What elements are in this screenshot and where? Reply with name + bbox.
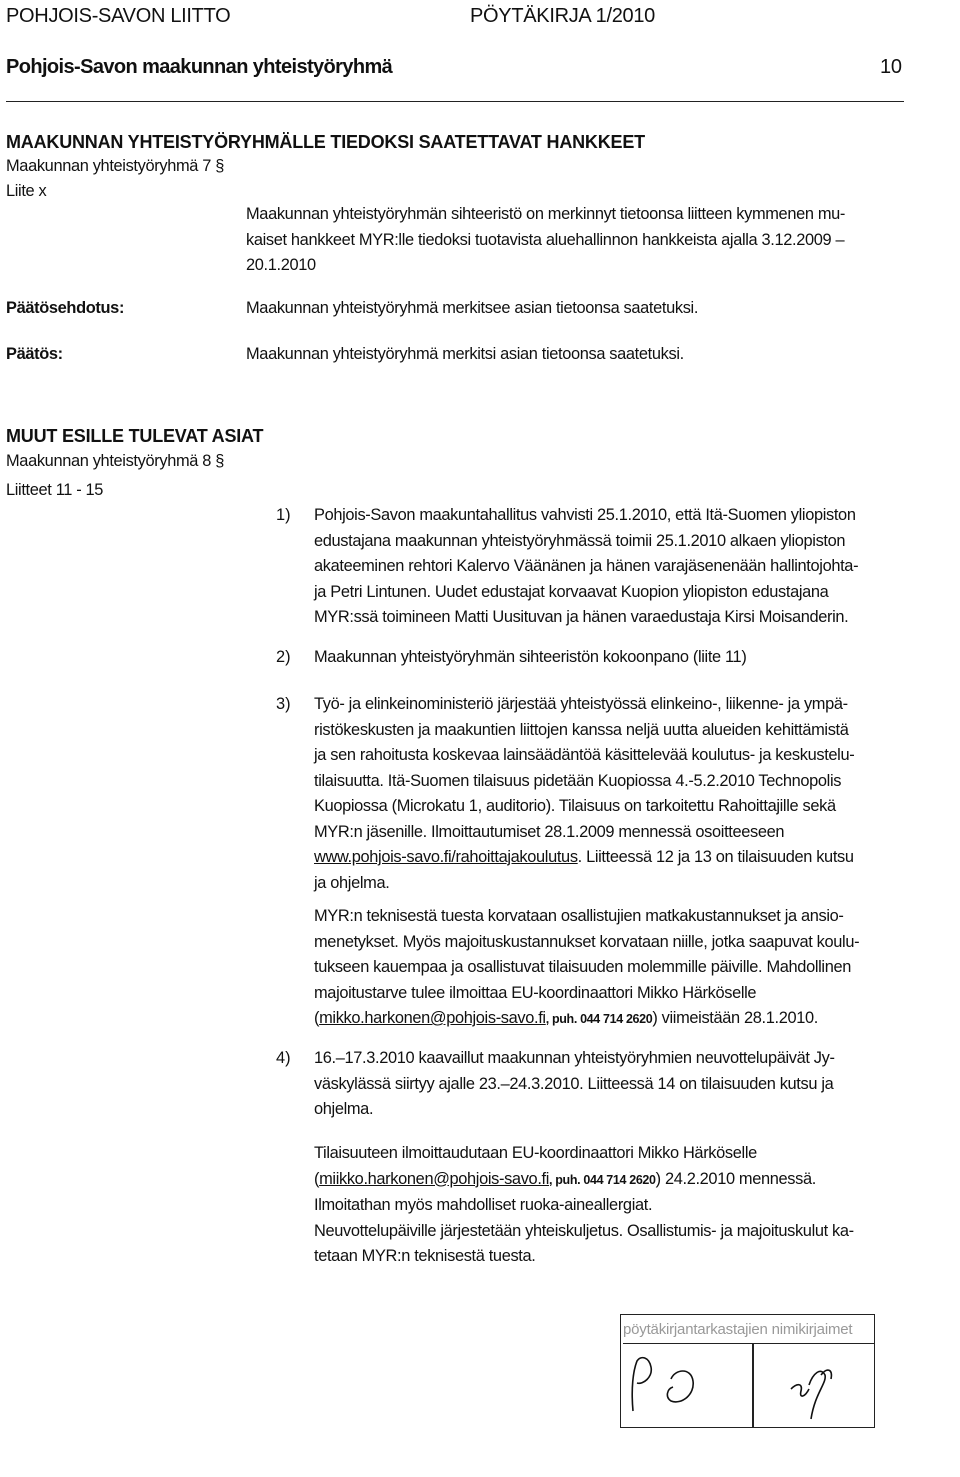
item-line: ristökeskusten ja maakuntien liittojen kanssa neljä uutta alueiden kehittämistä [314,720,849,739]
body-name: Pohjois-Savon maakunnan yhteistyöryhmä [6,56,393,78]
item-line: 16.–17.3.2010 kaavaillut maakunnan yhteistyöryhmien neuvottelupäivät Jy- [314,1049,835,1067]
section1-title: MAAKUNNAN YHTEISTYÖRYHMÄLLE TIEDOKSI SAATETTAVAT HANKKEET [6,132,645,152]
item-line [314,1006,859,1033]
item-number: 4) [276,1049,291,1067]
paren-open: ( [314,1009,320,1027]
item-line: tetaan MYR:n teknisestä tuesta. [314,1247,536,1265]
item-line: edustajana maakunnan yhteistyöryhmässä toimii 25.1.2010 alkaen yliopiston [314,531,846,550]
item-line [314,845,854,871]
item-2-text [314,645,746,671]
deadline-text: ) viimeistään 28.1.2010. [652,1009,818,1027]
document-title: PÖYTÄKIRJA 1/2010 [470,5,655,27]
item-line: MYR:n teknisestä tuesta korvataan osallistujien matkakustannukset ja ansio- [314,907,844,925]
item-1-text [314,503,858,631]
item-line: ja ohjelma. [314,873,390,892]
item-4-registration [314,1141,854,1270]
item-4-text [314,1046,835,1123]
phone-text: , puh. 044 714 2620 [545,1012,653,1026]
item-line: majoitustarve tulee ilmoittaa EU-koordinaattori Mikko Härköselle [314,983,757,1002]
header-rule [6,101,904,102]
section1-ref: Maakunnan yhteistyöryhmä 7 § [6,157,224,175]
item-line: tukseen kauempaa ja osallistuvat tilaisuuden molemmille päiville. Mahdollinen [314,958,852,976]
email-link[interactable]: mikko.harkonen@pohjois-savo.fi [319,1009,546,1027]
email-link[interactable]: miikko.harkonen@pohjois-savo.fi [319,1169,550,1188]
paren-open: ( [314,1169,320,1188]
org-name: POHJOIS-SAVON LIITTO [6,5,231,27]
item-line: tilaisuutta. Itä-Suomen tilaisuus pidetään Kuopiossa 4.-5.2.2010 Technopolis [314,771,842,790]
intro-line: Maakunnan yhteistyöryhmän sihteeristö on merkinnyt tietoonsa liitteen kymmenen mu- [246,205,845,223]
item-line: menetykset. Myös majoituskustannukset korvataan niille, jotka saapuvat koulu- [314,932,860,951]
proposal-text: Maakunnan yhteistyöryhmä merkitsee asian tietoonsa saatetuksi. [246,299,699,317]
item-line: väskylässä siirtyy ajalle 23.–24.3.2010. Liitteessä 14 on tilaisuuden kutsu ja [314,1074,834,1093]
item-line: MYR:n jäsenille. Ilmoittautumiset 28.1.2009 mennessä osoitteeseen [314,822,785,841]
page-number: 10 [880,56,902,78]
training-link[interactable]: www.pohjois-savo.fi/rahoittajakoulutus [314,848,578,866]
proposal-label: Päätösehdotus: [6,299,125,317]
item-line: ohjelma. [314,1100,374,1118]
initials-right-signature [757,1349,871,1425]
item-line [314,1167,854,1194]
item-line: Tilaisuuteen ilmoittaudutaan EU-koordinaattori Mikko Härköselle [314,1144,757,1162]
item-number: 3) [276,695,291,713]
deadline-text: ) 24.2.2010 mennessä. [655,1169,816,1188]
item-line: Maakunnan yhteistyöryhmän sihteeristön kokoonpano (liite 11) [314,648,747,666]
item-line: MYR:ssä toimineen Matti Uusituvan ja hänen varaedustaja Kirsi Moisanderin. [314,608,849,626]
signature-box [620,1314,875,1428]
phone-text: , puh. 044 714 2620 [549,1172,656,1187]
item-line: Pohjois-Savon maakuntahallitus vahvisti 25.1.2010, että Itä-Suomen yliopiston [314,506,856,524]
section1-intro [246,202,845,279]
item-line: Ilmoitathan myös mahdolliset ruoka-aineallergiat. [314,1196,653,1214]
item-line: Neuvottelupäiville järjestetään yhteiskuljetus. Osallistumis- ja majoituskulut ka- [314,1221,854,1240]
initials-left-signature [625,1349,749,1423]
signature-divider [752,1343,754,1427]
link-trailing-text: . Liitteessä 12 ja 13 on tilaisuuden kutsu [577,848,854,866]
section2-attachments: Liitteet 11 - 15 [6,481,104,499]
item-3-text [314,692,854,896]
item-3-costs [314,904,859,1033]
decision-text: Maakunnan yhteistyöryhmä merkitsi asian tietoonsa saatetuksi. [246,345,684,363]
signature-caption: pöytäkirjantarkastajien nimikirjaimet [623,1317,874,1344]
section1-attachment: Liite x [6,182,47,200]
intro-line: kaiset hankkeet MYR:lle tiedoksi tuotavista aluehallinnon hankkeista ajalla 3.12.2009 – [246,230,845,249]
item-line: akateeminen rehtori Kalervo Väänänen ja hänen varajäsenenään hallintojohta- [314,557,859,575]
item-line: Työ- ja elinkeinoministeriö järjestää yhteistyössä elinkeino-, liikenne- ja ympä- [314,695,848,713]
decision-label: Päätös: [6,345,63,363]
item-line: ja Petri Lintunen. Uudet edustajat korvaavat Kuopion yliopiston edustajana [314,582,829,601]
intro-line: 20.1.2010 [246,256,316,274]
item-line: Kuopiossa (Microkatu 1, auditorio). Tilaisuus on tarkoitettu Rahoittajille sekä [314,797,836,815]
section2-title: MUUT ESILLE TULEVAT ASIAT [6,426,264,446]
item-line: ja sen rahoitusta koskevaa lainsäädäntöä käsittelevää koulutus- ja keskustelu- [314,746,855,764]
item-number: 1) [276,506,291,524]
section2-ref: Maakunnan yhteistyöryhmä 8 § [6,452,224,470]
item-number: 2) [276,648,291,666]
